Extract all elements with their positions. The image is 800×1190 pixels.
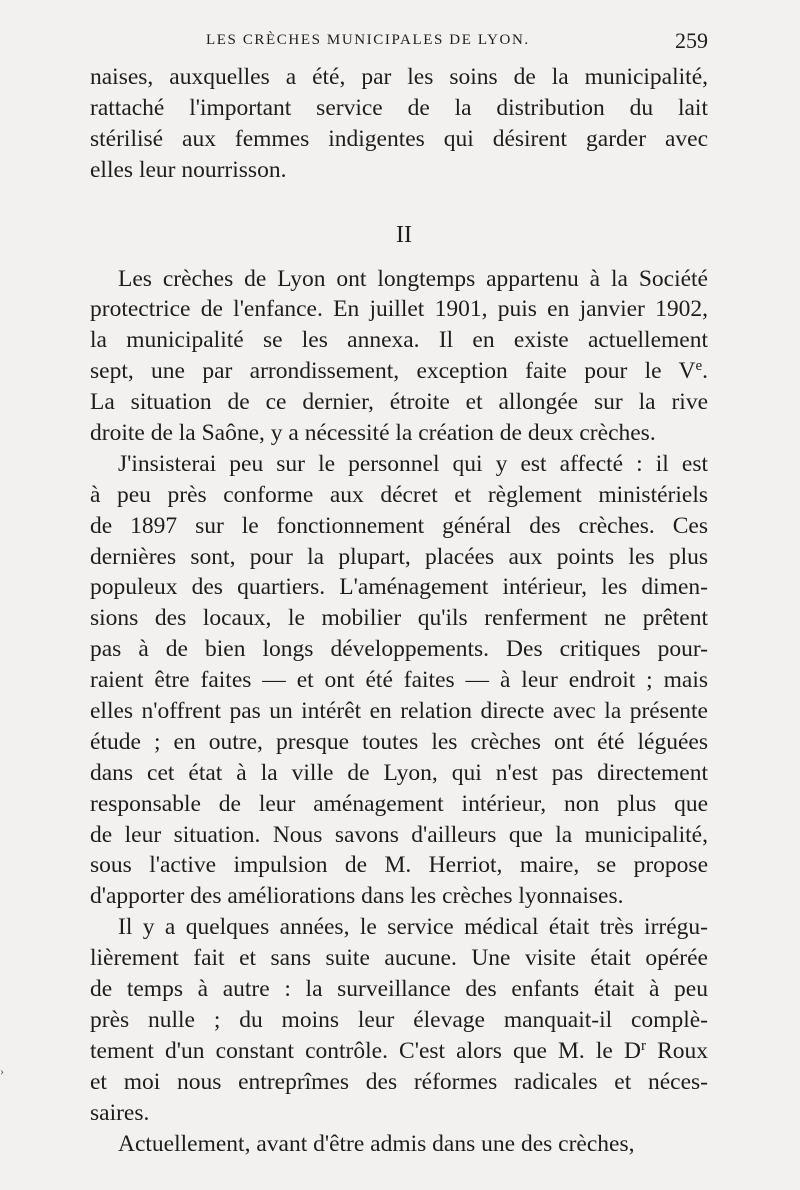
paragraph-3: [90, 912, 708, 1128]
spacer: [90, 250, 708, 264]
superscript: e: [695, 358, 703, 375]
superscript: r: [640, 1037, 646, 1054]
text-line: [90, 356, 708, 387]
section-heading: II: [396, 221, 412, 248]
text-line: la municipalité se les annexa. Il en existe actuellement: [90, 327, 708, 354]
margin-mark: ›: [0, 1064, 4, 1078]
text-line: dernières sont, pour la plupart, placées aux points les plus: [90, 543, 708, 570]
text-line: raient être faites — et ont été faites — à leur endroit ; mais: [90, 667, 708, 694]
text-line: sions des locaux, le mobilier qu'ils renferment ne prêtent: [90, 605, 708, 632]
page-number: 259: [675, 28, 708, 53]
text-line: La situation de ce dernier, étroite et allongée sur la rive: [90, 389, 708, 416]
text-line: Les crèches de Lyon ont longtemps appartenu à la Société: [118, 265, 708, 292]
spacer: [90, 186, 708, 220]
text-line: stérilisé aux femmes indigentes qui désirent garder avec: [90, 125, 708, 152]
text-column: [90, 62, 708, 1159]
text-fragment: sept, une par arrondissement, exception faite pour le V: [90, 358, 696, 385]
text-line: de leur situation. Nous savons d'ailleurs que la municipalité,: [90, 821, 708, 848]
text-line: de temps à autre : la surveillance des enfants était à peu: [90, 976, 708, 1003]
text-line: populeux des quartiers. L'aménagement intérieur, les dimen-: [90, 574, 708, 601]
text-line: elles n'offrent pas un intérêt en relation directe avec la présente: [90, 698, 708, 725]
text-line: d'apporter des améliorations dans les crèches lyonnaises.: [90, 883, 624, 910]
text-line: et moi nous entreprîmes des réformes radicales et néces-: [90, 1068, 708, 1095]
paragraph-2: [90, 449, 708, 912]
text-line: Actuellement, avant d'être admis dans une des crèches,: [118, 1130, 635, 1157]
text-line: Il y a quelques années, le service médical était très irrégu-: [118, 914, 708, 941]
text-line: rattaché l'important service de la distribution du lait: [90, 94, 708, 121]
running-head: [90, 30, 708, 58]
text-line: dans cet état à la ville de Lyon, qui n'est pas directement: [90, 759, 708, 786]
text-line: responsable de leur aménagement intérieur, non plus que: [90, 790, 708, 817]
text-line: elles leur nourrisson.: [90, 156, 287, 183]
text-line: [90, 1036, 708, 1067]
paragraph-1: [90, 264, 708, 449]
text-line: lièrement fait et sans suite aucune. Une visite était opérée: [90, 945, 708, 972]
text-line: de 1897 sur le fonctionnement général des crèches. Ces: [90, 512, 708, 539]
text-line: près nulle ; du moins leur élevage manquait-il complè-: [90, 1006, 708, 1033]
text-line: sous l'active impulsion de M. Herriot, maire, se propose: [90, 852, 708, 879]
text-fragment: .: [702, 358, 708, 385]
intro-paragraph: [90, 62, 708, 186]
text-fragment: Roux: [645, 1037, 708, 1064]
paragraph-4: [90, 1129, 708, 1160]
text-line: pas à de bien longs développements. Des critiques pour-: [90, 636, 708, 663]
text-line: droite de la Saône, y a nécessité la création de deux crèches.: [90, 420, 656, 447]
text-line: protectrice de l'enfance. En juillet 1901, puis en janvier 1902,: [90, 296, 708, 323]
header-title: LES CRÈCHES MUNICIPALES DE LYON.: [206, 32, 530, 48]
text-line: à peu près conforme aux décret et règlement ministériels: [90, 481, 708, 508]
text-fragment: tement d'un constant contrôle. C'est alors que M. le D: [90, 1037, 641, 1064]
text-line: étude ; en outre, presque toutes les crèches ont été léguées: [90, 728, 708, 755]
text-line: saires.: [90, 1099, 150, 1126]
text-line: naises, auxquelles a été, par les soins de la municipalité,: [90, 64, 708, 90]
text-line: J'insisterai peu sur le personnel qui y est affecté : il est: [118, 450, 708, 477]
